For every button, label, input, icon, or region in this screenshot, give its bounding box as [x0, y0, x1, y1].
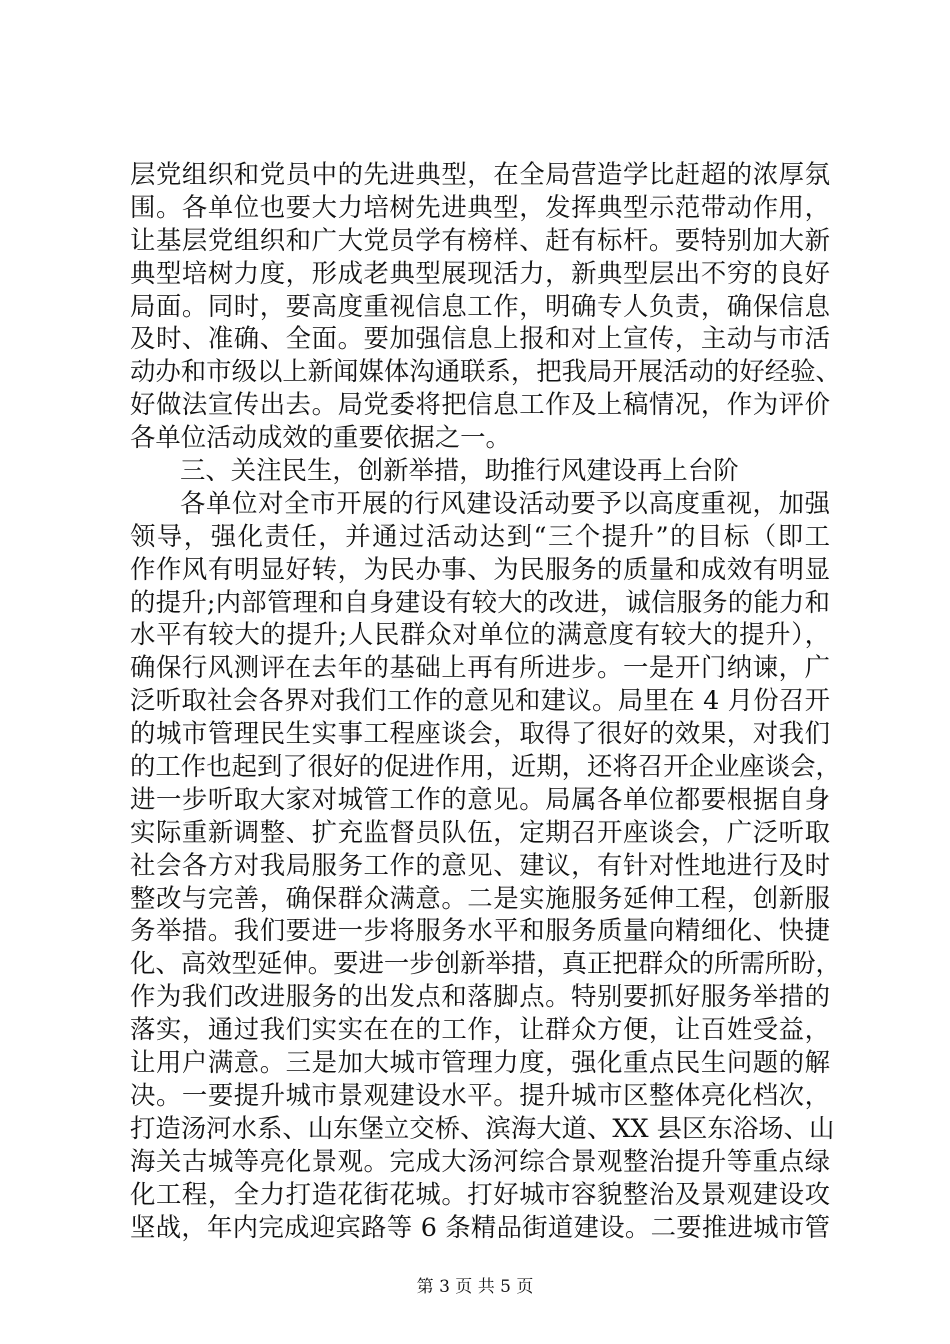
text-line: 围。各单位也要大力培树先进典型，发挥典型示范带动作用，	[130, 191, 830, 222]
text-line: 务举措。我们要进一步将服务水平和服务质量向精细化、快捷	[130, 915, 830, 946]
text-line: 泛听取社会各界对我们工作的意见和建议。局里在 4 月份召开	[130, 685, 830, 716]
text-line: 及时、准确、全面。要加强信息上报和对上宣传，主动与市活	[130, 323, 830, 354]
text-line: 海关古城等亮化景观。完成大汤河综合景观整治提升等重点绿	[130, 1145, 830, 1176]
text-line: 好做法宣传出去。局党委将把信息工作及上稿情况，作为评价	[130, 389, 830, 420]
text-line: 作作风有明显好转，为民办事、为民服务的质量和成效有明显	[130, 553, 830, 584]
text-line: 的提升;内部管理和自身建设有较大的改进，诚信服务的能力和	[130, 586, 830, 617]
text-line: 各单位对全市开展的行风建设活动要予以高度重视，加强	[180, 487, 830, 518]
text-line: 决。一要提升城市景观建设水平。提升城市区整体亮化档次，	[130, 1079, 830, 1110]
text-line: 进一步听取大家对城管工作的意见。局属各单位都要根据自身	[130, 783, 830, 814]
text-line: 整改与完善，确保群众满意。二是实施服务延伸工程，创新服	[130, 882, 830, 913]
text-line: 的工作也起到了很好的促进作用，近期，还将召开企业座谈会，	[130, 751, 841, 782]
text-line: 化、高效型延伸。要进一步创新举措，真正把群众的所需所盼，	[130, 948, 841, 979]
text-line: 作为我们改进服务的出发点和落脚点。特别要抓好服务举措的	[130, 981, 830, 1012]
text-line: 水平有较大的提升;人民群众对单位的满意度有较大的提升），	[130, 619, 830, 650]
text-line: 动办和市级以上新闻媒体沟通联系，把我局开展活动的好经验、	[130, 356, 841, 387]
text-line: 确保行风测评在去年的基础上再有所进步。一是开门纳谏，广	[130, 652, 830, 683]
text-line: 落实，通过我们实实在在的工作，让群众方便，让百姓受益，	[130, 1014, 830, 1045]
text-line: 层党组织和党员中的先进典型，在全局营造学比赶超的浓厚氛	[130, 159, 830, 189]
text-line: 实际重新调整、扩充监督员队伍，定期召开座谈会，广泛听取	[130, 816, 830, 847]
page-number-footer: 第 3 页 共 5 页	[416, 1277, 534, 1297]
text-line: 打造汤河水系、山东堡立交桥、滨海大道、XX 县区东浴场、山	[130, 1112, 835, 1143]
body-text	[130, 158, 841, 1243]
text-line: 让用户满意。三是加大城市管理力度，强化重点民生问题的解	[130, 1047, 830, 1078]
section-heading: 三、关注民生，创新举措，助推行风建设再上台阶	[180, 455, 739, 486]
text-line: 局面。同时，要高度重视信息工作，明确专人负责，确保信息	[130, 290, 830, 321]
text-line: 的城市管理民生实事工程座谈会，取得了很好的效果，对我们	[130, 718, 830, 749]
text-line: 领导，强化责任，并通过活动达到“三个提升”的目标（即工	[130, 520, 830, 551]
text-line: 化工程，全力打造花街花城。打好城市容貌整治及景观建设攻	[130, 1178, 830, 1209]
text-line: 社会各方对我局服务工作的意见、建议，有针对性地进行及时	[130, 849, 830, 880]
text-line: 各单位活动成效的重要依据之一。	[130, 422, 511, 453]
text-line: 典型培树力度，形成老典型展现活力，新典型层出不穷的良好	[130, 257, 830, 288]
text-line: 坚战，年内完成迎宾路等 6 条精品街道建设。二要推进城市管	[130, 1211, 830, 1242]
text-line: 让基层党组织和广大党员学有榜样、赶有标杆。要特别加大新	[130, 224, 830, 255]
